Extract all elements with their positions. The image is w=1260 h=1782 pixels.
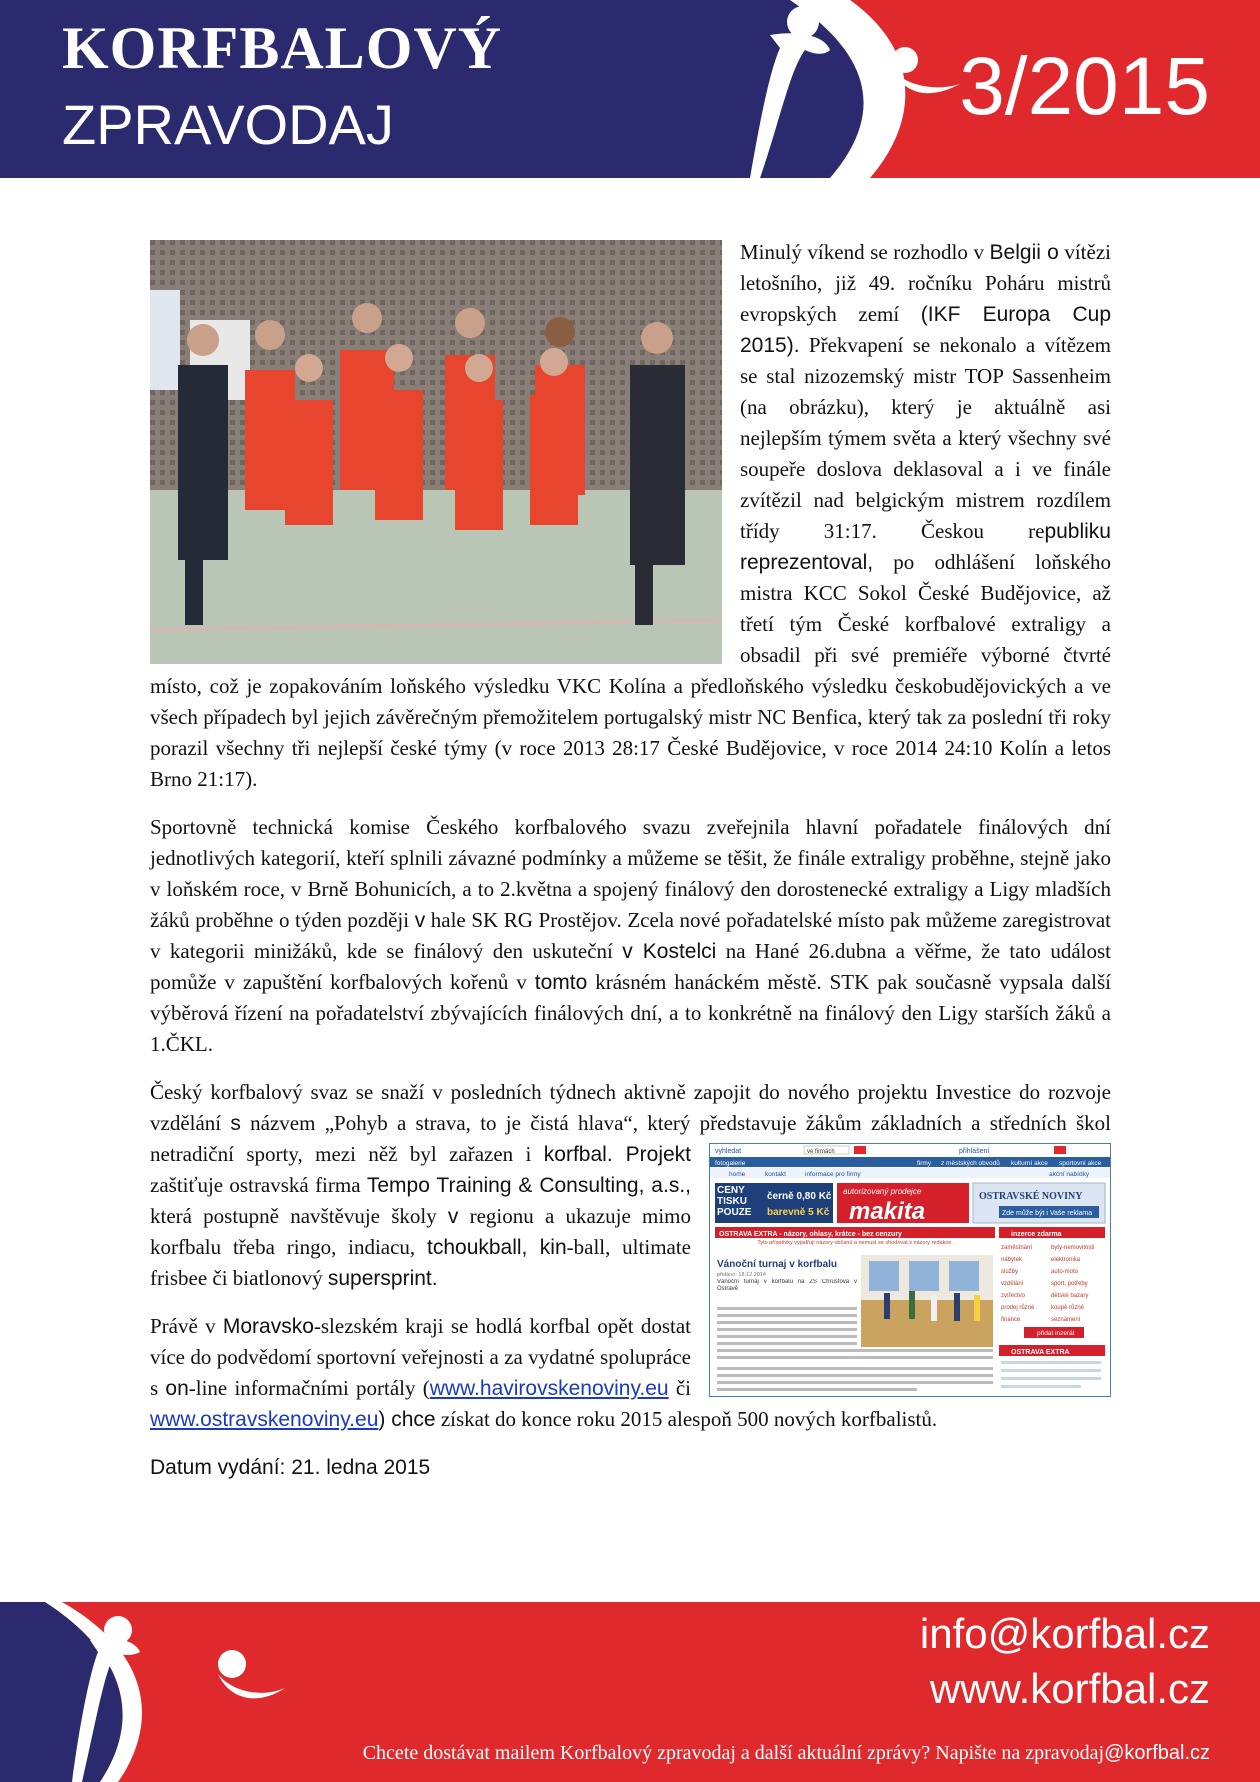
p3-text-5: zaštiťuje ostravská firma	[150, 1173, 367, 1197]
shot-article-text: Vánoční turnaj v korfbalu na ZŠ Chrustova v Ostravě	[717, 1279, 857, 1292]
footer-email[interactable]: info@korfbal.cz	[919, 1610, 1210, 1657]
shot-price-box: CENY TISKU POUZE	[717, 1185, 752, 1218]
footer-logo-ball-icon	[218, 1650, 246, 1678]
footer-subscribe-note	[363, 1742, 1210, 1765]
shot-headline: Vánoční turnaj v korfbalu	[717, 1259, 838, 1270]
p4-text-1: Právě v	[150, 1314, 223, 1338]
header-banner	[0, 0, 1260, 178]
p1-text-2: Belgii o	[989, 241, 1059, 264]
news-site-screenshot	[709, 1143, 1111, 1397]
svg-text:sport, potřeby: sport, potřeby	[1051, 1281, 1088, 1287]
p2-text-1: Sportovně technická komise Českého korfbalového svazu zveřejnila hlavní pořadatele finálových dní jednotlivých kategorií, kteří splnili závazné podmínky a můžeme se těšit, že finále extraligy proběhne, stejně jako v loňském roce, v Brně Bohunicích, a to 2.května a spojený finálový den dorostenecké extraligy a Ligy mladších žáků proběhne o týden později	[150, 815, 1111, 932]
p4-text-8: získat do konce roku 2015 alespoň 500 nových korfbalistů.	[435, 1407, 938, 1431]
shot-search-label: vyhledat	[715, 1148, 742, 1155]
shot-paper-name: OSTRAVSKÉ NOVINY	[979, 1191, 1083, 1202]
svg-text:zaměstnání: zaměstnání	[1001, 1245, 1033, 1251]
p2-text-2: v	[414, 909, 426, 932]
footer-banner	[0, 1602, 1260, 1782]
paragraph-finals	[150, 812, 1111, 1060]
p1-text-5: Překvapení se nekonalo a vítězem se stal nizozemský mistr TOP Sassenheim (na obrázku), který je aktuálně asi nejlepším týmem světa a který všechny své soupeře doslova deklasoval a i ve finále zvítězil nad belgickým mistrem rozdílem třídy 31:17. Českou re	[740, 333, 1111, 543]
svg-text:dětské bazary: dětské bazary	[1051, 1293, 1089, 1299]
shot-nav-9: akční nabídky	[1049, 1171, 1090, 1178]
shot-nav-3: z městských obvodů	[941, 1160, 1000, 1167]
p3-text-6: Tempo Training & Consulting, a.s.,	[366, 1174, 691, 1197]
shot-nav-7: kontakt	[765, 1171, 786, 1178]
shot-gym-photo	[861, 1255, 993, 1347]
p3-text-7: která postupně navštěvuje školy	[150, 1204, 448, 1228]
shot-login-label: přihlášení	[959, 1148, 990, 1155]
footer-note-text: Chcete dostávat mailem Korfbalový zpravodaj a další aktuální zprávy? Napište na zpravodaj	[362, 1742, 1105, 1764]
p3-text-10: tchoukball, kin	[427, 1236, 567, 1259]
shot-nav-6: home	[729, 1171, 746, 1178]
p2-text-7: krásném hanáckém městě. STK pak současně vypsala další výběrová řízení na pořadatelství zbývajících finálových dní, a to konkrétně na finálový den Ligy starších žáků a 1.ČKL.	[150, 970, 1111, 1056]
p4-text-4: on	[165, 1377, 189, 1400]
p3-text-4: korfbal. Projekt	[543, 1143, 691, 1166]
shot-paper-tag: Zde může být i Vaše reklama	[1002, 1210, 1093, 1217]
footer-website[interactable]: www.korfbal.cz	[929, 1665, 1210, 1712]
p1-text-4: (IKF Europa Cup 2015).	[740, 303, 1112, 357]
shot-nav-2: firmy	[917, 1160, 932, 1167]
shot-ad-brand: makita	[849, 1198, 926, 1225]
shot-price-2: barevně 5 Kč	[767, 1207, 830, 1218]
p3-text-11: -ball, ultimate frisbee či biatlonový	[150, 1235, 691, 1290]
team-photo	[150, 240, 722, 664]
logo-head	[787, 6, 819, 38]
shot-add-button: přidat inzerát	[1037, 1330, 1075, 1337]
svg-text:zvířectvo: zvířectvo	[1001, 1293, 1026, 1299]
svg-text:seznámení: seznámení	[1051, 1317, 1081, 1323]
p1-text-1: Minulý víkend se rozhodlo v	[740, 240, 990, 264]
footer-note-email[interactable]: @korfbal.cz	[1104, 1742, 1210, 1764]
p3-text-8: v	[447, 1205, 459, 1228]
svg-text:prodej různé: prodej různé	[1001, 1305, 1035, 1311]
header-title-line2: ZPRAVODAJ	[62, 93, 394, 156]
header-title-line1: KORFBALOVÝ	[62, 15, 503, 81]
p3-text-12: supersprint.	[327, 1267, 438, 1290]
p4-text-7: ) chce	[378, 1408, 436, 1431]
svg-text:vzdělání: vzdělání	[1001, 1281, 1024, 1287]
shot-search-select: ve firmách	[807, 1149, 835, 1155]
p4-text-6: či	[668, 1376, 691, 1400]
shot-ad-top: autorizovaný prodejce	[843, 1187, 922, 1196]
issue-number: 3/2015	[959, 41, 1210, 132]
svg-text:auto-moto: auto-moto	[1051, 1269, 1079, 1275]
svg-text:nábytek: nábytek	[1001, 1257, 1023, 1263]
p3-text-9: regionu a ukazuje mimo korfbalu třeba ringo, indiacu,	[150, 1204, 691, 1259]
svg-text:koupě různé: koupě různé	[1051, 1305, 1085, 1311]
havirov-link[interactable]: www.havirovskenoviny.eu	[429, 1377, 669, 1400]
p2-text-4: v Kostelci	[622, 940, 717, 963]
issue-date: Datum vydání: 21. ledna 2015	[150, 1456, 431, 1479]
p1-text-3: vítězi letošního, již 49. ročníku Poháru mistrů evropských zemí	[740, 240, 1111, 326]
shot-notice: Tyto příspěvky vyjadřují názory občanů a nemusí se shodovat s názory redakce.	[757, 1240, 953, 1246]
shot-article-meta: přidáno: 18.12.2014	[717, 1272, 766, 1278]
p2-text-6: tomto	[534, 971, 588, 994]
p3-text-3: názvem „Pohyb a strava, to je čistá hlava“, který představuje žákům základních a středních škol netradiční sporty, mezi něž byl zařazen i	[150, 1111, 1111, 1166]
p4-text-3: -slezském kraji se hodlá korfbal opět dostat více do podvědomí sportovní veřejnosti a za vydatné spolupráce s	[150, 1314, 691, 1400]
p2-text-5: na Hané 26.dubna a věřme, že tato událost pomůže v zapuštění korfbalových kořenů v	[150, 939, 1111, 994]
shot-nav-1: fotogalerie	[715, 1160, 746, 1167]
shot-section-right: inzerce zdarma	[1011, 1231, 1062, 1238]
shot-section-bar: OSTRAVA EXTRA - názory, ohlasy, krátce - bez cenzury	[719, 1231, 902, 1238]
p1-text-7: po odhlášení loňského mistra KCC Sokol České Budějovice, až třetí tým České korfbalové extraligy a obsadil při své premiéře výborné čtvrté místo, což je zopakováním loňského výsledku VKC Kolína a předloňského výsledku českobudějovických a ve všech případech byl jejich závěrečným přemožitelem portugalský mistr NC Benfica, který tak za poslední tři roky porazil všechny tři nejlepší české týmy (v roce 2013 28:17 České Budějovice, v roce 2014 24:10 Kolín a letos Brno 21:17).	[150, 550, 1111, 791]
ostrava-link[interactable]: www.ostravskenoviny.eu	[150, 1408, 379, 1431]
svg-text:byty-nemovitosti: byty-nemovitosti	[1051, 1245, 1095, 1251]
p3-text-1: Český korfbalový svaz se snaží v posledních týdnech aktivně zapojit do nového projektu Investice do rozvoje vzdělání	[150, 1080, 1111, 1135]
shot-nav-4: kulturní akce	[1011, 1160, 1048, 1167]
shot-nav-5: sportovní akce	[1059, 1160, 1102, 1167]
p4-text-5: -line informačními portály (	[188, 1376, 430, 1400]
shot-side-extra: OSTRAVA EXTRA	[1011, 1349, 1070, 1356]
article-body	[150, 237, 1111, 1500]
svg-text:elektronika: elektronika	[1051, 1257, 1081, 1263]
shot-price-1: černě 0,80 Kč	[767, 1191, 832, 1202]
p3-text-2: s	[230, 1112, 241, 1135]
p4-text-2: Moravsko	[222, 1315, 314, 1338]
logo-ball-icon	[892, 47, 918, 73]
svg-text:finance: finance	[1001, 1317, 1021, 1323]
p1-text-6: publiku reprezentoval,	[740, 520, 1111, 574]
shot-nav-8: informace pro firmy	[805, 1171, 861, 1178]
p2-text-3: hale SK RG Prostějov. Zcela nové pořadatelské místo pak můžeme zaregistrovat v kategorii minižáků, kde se finálový den uskuteční	[150, 908, 1111, 963]
svg-text:služby: služby	[1001, 1269, 1019, 1275]
